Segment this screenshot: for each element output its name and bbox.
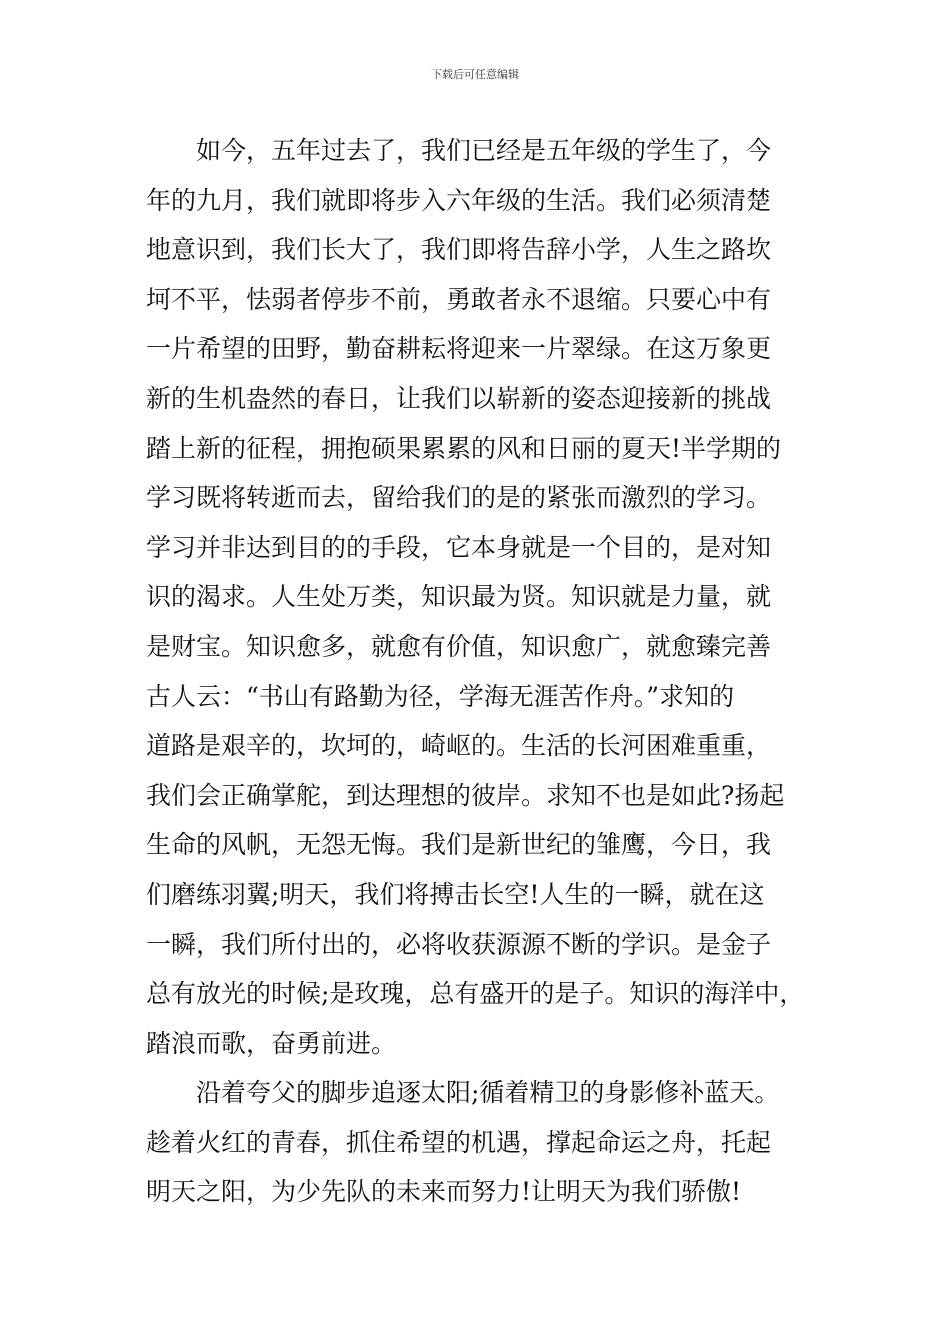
text-line: 学习既将转逝而去，留给我们的是的紧张而激烈的学习。	[146, 483, 772, 513]
text-line: 生命的风帆，无怨无悔。我们是新世纪的雏鹰，今日，我	[146, 830, 772, 860]
text-line: 明天之阳，为少先队的未来而努力!让明天为我们骄傲!	[146, 1177, 742, 1207]
text-line: 一片希望的田野，勤奋耕耘将迎来一片翠绿。在这万象更	[146, 334, 772, 364]
text-line: 一瞬，我们所付出的，必将收获源源不断的学识。是金子	[146, 929, 772, 959]
header-note: 下载后可任意编辑	[431, 68, 519, 81]
text-line: 学习并非达到目的的手段，它本身就是一个目的，是对知	[146, 532, 772, 562]
text-line: 是财宝。知识愈多，就愈有价值，知识愈广，就愈臻完善	[146, 631, 772, 661]
text-line: 踏上新的征程，拥抱硕果累累的风和日丽的夏天!半学期的	[146, 433, 782, 463]
text-line: 识的渴求。人生处万类，知识最为贤。知识就是力量，就	[146, 582, 772, 612]
text-line: 年的九月，我们就即将步入六年级的生活。我们必须清楚	[146, 185, 772, 215]
paragraph-2	[146, 1068, 818, 1217]
text-line: 沿着夸父的脚步追逐太阳;循着精卫的身影修补蓝天。	[196, 1078, 780, 1108]
text-line: 们磨练羽翼;明天，我们将搏击长空!人生的一瞬，就在这	[146, 879, 765, 909]
text-line: 坷不平，怯弱者停步不前，勇敢者永不退缩。只要心中有	[146, 284, 772, 314]
text-line: 趁着火红的青春，抓住希望的机遇，撑起命运之舟，托起	[146, 1127, 772, 1157]
text-line: 如今，五年过去了，我们已经是五年级的学生了，今	[196, 136, 772, 165]
text-line: 总有放光的时候;是玫瑰，总有盛开的是子。知识的海洋中，	[146, 979, 805, 1009]
text-line: 新的生机盎然的春日，让我们以崭新的姿态迎接新的挑战	[146, 383, 772, 413]
text-line: 道路是艰辛的，坎坷的，崎岖的。生活的长河困难重重，	[146, 731, 772, 761]
body-text	[146, 126, 818, 1217]
text-line: 古人云：“书山有路勤为径，学海无涯苦作舟。”求知的	[146, 681, 735, 711]
text-line: 踏浪而歌，奋勇前进。	[146, 1028, 397, 1058]
text-line: 我们会正确掌舵，到达理想的彼岸。求知不也是如此?扬起	[146, 780, 785, 810]
text-line: 地意识到，我们长大了，我们即将告辞小学，人生之路坎	[146, 235, 772, 265]
paragraph-1	[146, 126, 818, 1068]
